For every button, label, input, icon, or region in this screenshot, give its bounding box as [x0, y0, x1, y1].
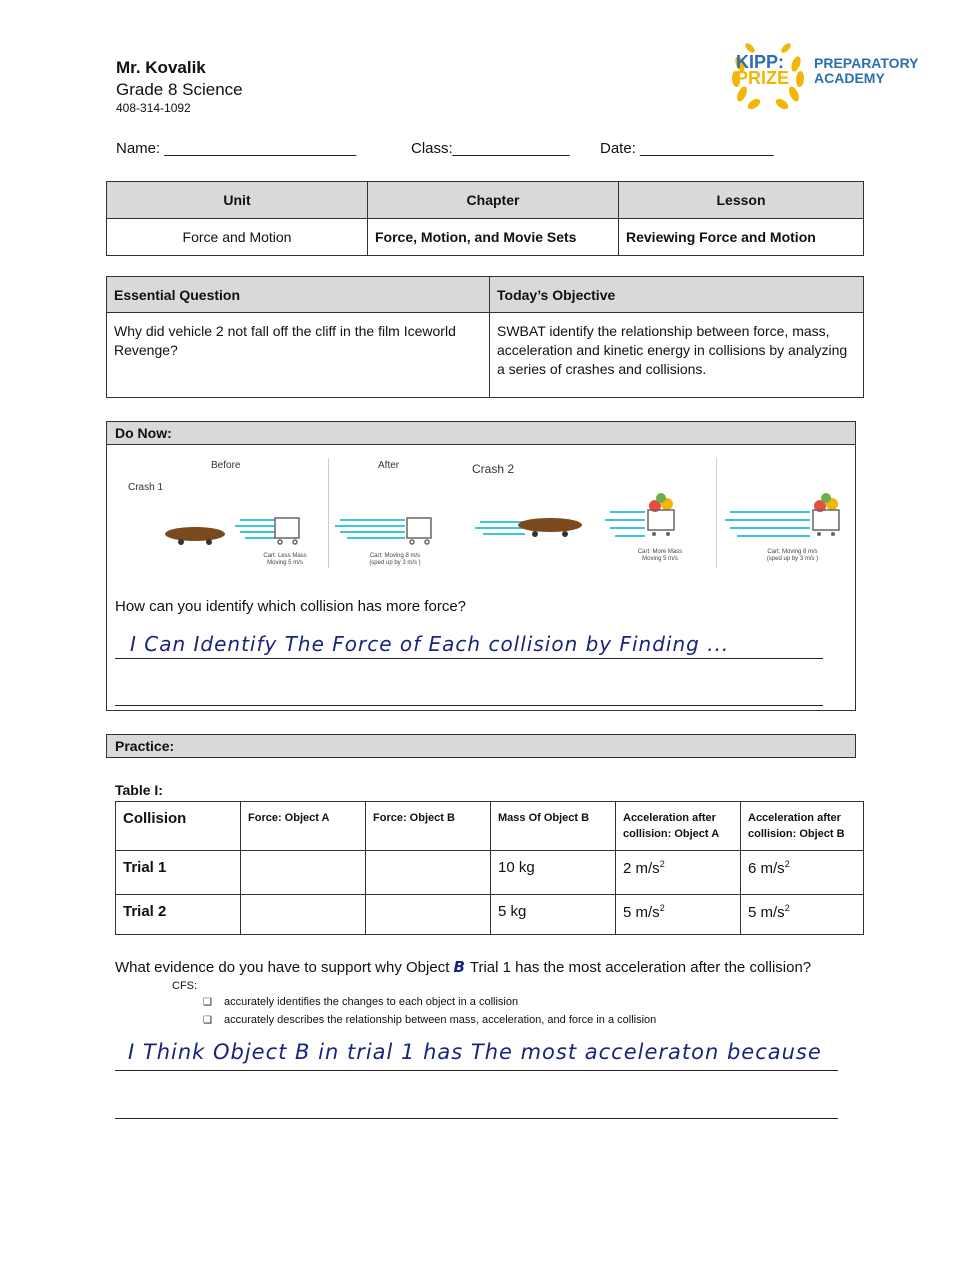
do-now-answer[interactable]: I Can Identify The Force of Each collision by Finding ... — [130, 632, 730, 656]
force-a-cell[interactable] — [241, 851, 366, 895]
logo-line2: ACADEMY — [814, 70, 885, 86]
trial-label: Trial 1 — [116, 851, 241, 895]
class-field[interactable]: Class:______________ — [411, 140, 570, 157]
acc-a-cell: 2 $m/s^2$ — [616, 851, 741, 895]
acc-b-cell: 5 $m/s^2$ — [741, 895, 864, 935]
logo-kipp: KIPP: — [736, 52, 785, 72]
caption-cart-3: Cart: More Mass Moving 5 m/s — [637, 549, 683, 562]
objective-header: Today’s Objective — [490, 277, 864, 313]
checkbox-icon[interactable]: ❑ — [203, 997, 212, 1008]
acc-a-header: Acceleration after collision: Object A — [616, 802, 741, 851]
caption-cart-4: Cart: Moving 8 m/s (sped up by 3 m/s ) — [766, 549, 819, 562]
table-row — [116, 851, 864, 895]
practice-title: Practice: — [115, 738, 175, 754]
unit-header: Unit — [107, 182, 368, 219]
checkbox-icon[interactable]: ❑ — [203, 1015, 212, 1026]
chapter-header: Chapter — [368, 182, 619, 219]
mass-cell: 5 kg — [491, 895, 616, 935]
evidence-question: What evidence do you have to support why Object B Trial 1 has the most acceleration after the collision? — [115, 958, 812, 976]
essential-question: Why did vehicle 2 not fall off the cliff in the film Iceworld Revenge? — [107, 313, 490, 398]
collision-header: Collision — [116, 802, 241, 851]
chapter-value: Force, Motion, and Movie Sets — [368, 219, 619, 256]
answer-line — [115, 658, 823, 659]
fruit-cart-icon — [648, 493, 674, 536]
trial-label: Trial 2 — [116, 895, 241, 935]
acc-a-cell: 5 $m/s^2$ — [616, 895, 741, 935]
lesson-header: Lesson — [619, 182, 864, 219]
course-name: Grade 8 Science — [116, 80, 243, 99]
force-a-header: Force: Object A — [241, 802, 366, 851]
mass-b-header: Mass Of Object B — [491, 802, 616, 851]
crash-drawings — [115, 492, 850, 592]
force-b-cell[interactable] — [366, 895, 491, 935]
unit-value: Force and Motion — [107, 219, 368, 256]
after-label: After — [378, 460, 400, 471]
answer-line — [115, 705, 823, 706]
unit-table — [106, 181, 864, 256]
cfs-label: CFS: — [172, 980, 198, 992]
practice-table — [115, 801, 864, 935]
objective-text: SWBAT identify the relationship between force, mass, acceleration and kinetic energy in collisions by analyzing a series of crashes and collisions. — [490, 313, 864, 398]
acc-b-cell: 6 $m/s^2$ — [741, 851, 864, 895]
crash1-label: Crash 1 — [128, 482, 164, 493]
cart-icon — [407, 518, 431, 544]
caption-cart-1: Cart: Less Mass Moving 5 m/s — [263, 553, 307, 566]
table-label: Table I: — [115, 782, 163, 798]
name-field[interactable]: Name: _______________________ — [116, 140, 357, 157]
answer-line — [115, 1070, 838, 1071]
do-now-question: How can you identify which collision has more force? — [115, 598, 466, 615]
fruit-cart-icon — [813, 493, 839, 536]
handwritten-b: B — [453, 958, 466, 976]
force-a-cell[interactable] — [241, 895, 366, 935]
logo-prize: PRIZE — [736, 68, 790, 88]
evidence-answer[interactable]: I Think Object B in trial 1 has The most acceleraton because — [128, 1040, 822, 1064]
criteria-item: ❑ accurately identifies the changes to each object in a collision — [203, 996, 519, 1008]
practice-box — [106, 734, 856, 758]
criteria-item: ❑ accurately describes the relationship between mass, acceleration, and force in a collision — [203, 1014, 657, 1026]
school-logo — [728, 34, 918, 112]
mass-cell: 10 kg — [491, 851, 616, 895]
skateboard-icon — [165, 527, 225, 545]
caption-cart-2: Cart: Moving 8 m/s (sped up by 3 m/s ) — [369, 553, 421, 566]
lesson-value: Reviewing Force and Motion — [619, 219, 864, 256]
essential-table — [106, 276, 864, 398]
skateboard-icon — [518, 518, 582, 537]
acc-b-header: Acceleration after collision: Object B — [741, 802, 864, 851]
crash2-label: Crash 2 — [472, 462, 515, 476]
crash-illustration — [115, 452, 850, 577]
before-label: Before — [211, 460, 241, 471]
table-row — [116, 895, 864, 935]
answer-line — [115, 1118, 838, 1119]
phone-number: 408-314-1092 — [116, 101, 191, 115]
logo-line1: PREPARATORY — [814, 55, 919, 71]
date-field[interactable]: Date: ________________ — [600, 140, 774, 157]
do-now-title: Do Now: — [107, 422, 855, 445]
cart-icon — [275, 518, 299, 544]
teacher-name: Mr. Kovalik — [116, 58, 206, 77]
force-b-cell[interactable] — [366, 851, 491, 895]
force-b-header: Force: Object B — [366, 802, 491, 851]
essential-question-header: Essential Question — [107, 277, 490, 313]
